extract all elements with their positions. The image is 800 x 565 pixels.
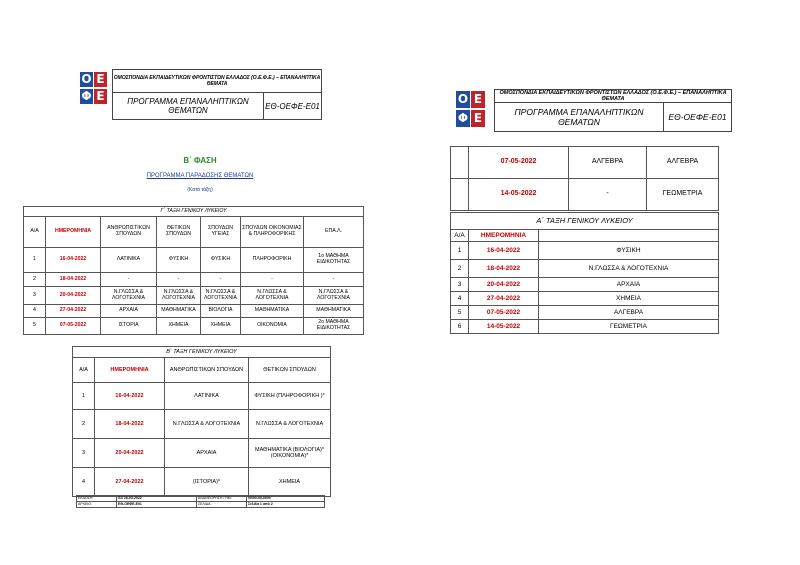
table-row [451,260,719,278]
table-cell: ΑΡΧΑΙΑ [165,439,249,468]
footer-label: ΣΕΛΙΔΑ: [197,502,247,508]
table-row [73,468,331,497]
table-cell: 27-04-2022 [46,305,101,318]
table-cell: ΜΑΘΗΜΑΤΙΚΑ [241,305,304,318]
alpha-class-table [450,212,719,334]
table-cell: ΧΗΜΕΙΑ [201,318,241,335]
beta-class-table-continued [450,146,719,211]
col-header: ΘΕΤΙΚΩΝ ΣΠΟΥΔΩΝ [249,358,331,383]
table-cell: Ν.ΓΛΩΣΣΑ & ΛΟΓΟΤΕΧΝΙΑ [157,287,201,305]
program-subtitle: ΠΡΟΓΡΑΜΜΑ ΠΑΡΑΔΟΣΗΣ ΘΕΜΑΤΩΝ [146,173,254,179]
table-cell: 1 [451,242,469,260]
table-cell [451,147,469,179]
alpha-table-title: Α΄ ΤΑΞΗ ΓΕΝΙΚΟΥ ΛΥΚΕΙΟΥ [451,213,719,230]
table-cell: ΜΑΘΗΜΑΤΙΚΑ [304,305,364,318]
table-cell: 5 [451,306,469,320]
table-cell: 20-04-2022 [469,278,539,292]
footer-value: Σελίδα 1 από 2 [247,502,325,508]
table-cell: 18-04-2022 [46,273,101,287]
table-cell: - [569,179,647,211]
table-cell: Ν.ΓΛΩΣΣΑ & ΛΟΓΟΤΕΧΝΙΑ [539,260,719,278]
table-cell: Ν.ΓΛΩΣΣΑ & ΛΟΓΟΤΕΧΝΙΑ [304,287,364,305]
oefe-logo [456,89,486,129]
oefe-logo [80,69,106,109]
col-header [539,230,719,242]
table-cell: 16-04-2022 [469,242,539,260]
table-row [73,439,331,468]
table-cell: 5 [24,318,46,335]
table-cell: 07-05-2022 [469,306,539,320]
table-cell: ΑΡΧΑΙΑ [539,278,719,292]
table-cell: ΑΛΓΕΒΡΑ [539,306,719,320]
table-row [24,273,364,287]
table-cell: ΒΙΟΛΟΓΙΑ [201,305,241,318]
table-cell: ΓΕΩΜΕΤΡΙΑ [647,179,719,211]
footer-value: ΕΘ-ΟΕΦΕ-Ε01 [117,502,197,508]
program-title: ΠΡΟΓΡΑΜΜΑ ΕΠΑΝΑΛΗΠΤΙΚΩΝ ΘΕΜΑΤΩΝ [113,93,264,120]
table-row [24,248,364,273]
table-cell: 2 [73,410,95,439]
table-row [73,383,331,410]
table-cell: 27-04-2022 [95,468,165,497]
table-cell: ΙΣΤΟΡΙΑ [101,318,157,335]
table-cell: 2 [451,260,469,278]
table-cell: 14-05-2022 [469,179,569,211]
table-cell: ΜΑΘΗΜΑΤΙΚΑ [157,305,201,318]
table-cell: 18-04-2022 [469,260,539,278]
table-cell: 1 [24,248,46,273]
table-cell: 4 [73,468,95,497]
gamma-class-table [23,206,364,335]
col-header: ΘΕΤΙΚΩΝ ΣΠΟΥΔΩΝ [157,217,201,248]
table-cell: - [304,273,364,287]
table-cell: ΦΥΣΙΚΗ [157,248,201,273]
table-cell: Ν.ΓΛΩΣΣΑ & ΛΟΓΟΤΕΧΝΙΑ [165,410,249,439]
table-cell: 4 [451,292,469,306]
col-header: ΕΠΑ.Λ. [304,217,364,248]
table-cell: ΟΙΚΟΝΟΜΙΑ [241,318,304,335]
program-title: ΠΡΟΓΡΑΜΜΑ ΕΠΑΝΑΛΗΠΤΙΚΩΝ ΘΕΜΑΤΩΝ [495,103,664,132]
table-cell: ΓΕΩΜΕΤΡΙΑ [539,320,719,334]
table-row [451,147,719,179]
col-header: ΣΠΟΥΔΩΝ ΟΙΚΟΝΟΜΙΑΣ & ΠΛΗΡΟΦΟΡΙΚΗΣ [241,217,304,248]
table-cell: - [101,273,157,287]
table-cell: ΠΛΗΡΟΦΟΡΙΚΗ [241,248,304,273]
col-header: Α/Α [451,230,469,242]
table-cell: Ν.ΓΛΩΣΣΑ & ΛΟΓΟΤΕΧΝΙΑ [201,287,241,305]
table-row [451,320,719,334]
col-header: ΑΝΘΡΩΠΙΣΤΙΚΩΝ ΣΠΟΥΔΩΝ [101,217,157,248]
document-footer [76,495,325,508]
table-cell: 18-04-2022 [95,410,165,439]
table-cell: 16-04-2022 [95,383,165,410]
beta-class-table [72,346,331,497]
table-row [24,287,364,305]
table-cell: 16-04-2022 [46,248,101,273]
col-header: ΗΜΕΡΟΜΗΝΙΑ [95,358,165,383]
footer-value: 01/ 16-03-2022 [117,496,197,502]
table-cell: ΧΗΜΕΙΑ [539,292,719,306]
table-cell: 27-04-2022 [469,292,539,306]
table-cell: ΑΡΧΑΙΑ [101,305,157,318]
table-row [451,306,719,320]
col-header: Α/Α [24,217,46,248]
table-cell: ΛΑΤΙΝΙΚΑ [101,248,157,273]
gamma-table-title: Γ΄ ΤΑΞΗ ΓΕΝΙΚΟΥ ΛΥΚΕΙΟΥ [24,207,364,217]
table-cell: 1 [73,383,95,410]
document-header [112,69,322,120]
table-cell: ΧΗΜΕΙΑ [157,318,201,335]
org-name: ΟΜΟΣΠΟΝΔΙΑ ΕΚΠΑΙΔΕΥΤΙΚΩΝ ΦΡΟΝΤΙΣΤΩΝ ΕΛΛΑΔΟΣ (Ο.Ε.Φ.Ε.) – ΕΠΑΝΑΛΗΠΤΙΚΑ ΘΕΜΑΤΑ [113,70,322,93]
table-row [451,242,719,260]
by-class-note: (Κατά τάξη) [187,187,213,193]
table-cell: - [157,273,201,287]
logo-letter: Φ [457,111,469,125]
col-header: ΣΠΟΥΔΩΝ ΥΓΕΙΑΣ [201,217,241,248]
table-cell: ΦΥΣΙΚΗ (ΠΛΗΡΟΦΟΡΙΚΗ )* [249,383,331,410]
table-cell: 20-04-2022 [46,287,101,305]
doc-code: ΕΘ-ΟΕΦΕ-Ε01 [264,93,322,120]
table-row [451,292,719,306]
table-cell: ΛΑΤΙΝΙΚΑ [165,383,249,410]
logo-letter: Ε [471,110,485,127]
table-cell: 6 [451,320,469,334]
org-name: ΟΜΟΣΠΟΝΔΙΑ ΕΚΠΑΙΔΕΥΤΙΚΩΝ ΦΡΟΝΤΙΣΤΩΝ ΕΛΛΑΔΟΣ (Ο.Ε.Φ.Ε.) – ΕΠΑΝΑΛΗΠΤΙΚΑ ΘΕΜΑΤΑ [495,90,732,103]
table-cell: ΜΑΘΗΜΑΤΙΚΑ (ΒΙΟΛΟΓΙΑ)* (ΟΙΚΟΝΟΜΙΑ)* [249,439,331,468]
right-page [400,0,800,565]
table-cell: Ν.ΓΛΩΣΣΑ & ΛΟΓΟΤΕΧΝΙΑ [101,287,157,305]
table-cell: 3 [451,278,469,292]
table-row [451,278,719,292]
table-row [24,305,364,318]
logo-letter: Φ [81,89,92,103]
table-cell: (ΙΣΤΟΡΙΑ)* [165,468,249,497]
table-cell: 2 [24,273,46,287]
phase-title: Β΄ ΦΑΣΗ [183,156,217,165]
table-cell: ΦΥΣΙΚΗ [539,242,719,260]
col-header: ΗΜΕΡΟΜΗΝΙΑ [46,217,101,248]
table-cell: 3 [24,287,46,305]
document-header [494,89,732,132]
table-cell [451,179,469,211]
table-cell: 20-04-2022 [95,439,165,468]
footer-label: ΑΡΧΕΙΟ: [77,502,117,508]
col-header: ΑΝΘΡΩΠΙΣΤΙΚΩΝ ΣΠΟΥΔΩΝ [165,358,249,383]
doc-code: ΕΘ-ΟΕΦΕ-Ε01 [664,103,732,132]
table-cell: 14-05-2022 [469,320,539,334]
table-row [451,179,719,211]
table-cell: 07-05-2022 [469,147,569,179]
logo-letter: Ε [471,91,485,108]
table-cell: 2ο ΜΑΘΗΜΑ ΕΙΔΙΚΟΤΗΤΑΣ [304,318,364,335]
table-cell: - [201,273,241,287]
logo-letter: Ο [457,92,469,106]
table-cell: 4 [24,305,46,318]
logo-letter: Ε [94,72,107,87]
table-cell: 1ο ΜΑΘΗΜΑ ΕΙΔΙΚΟΤΗΤΑΣ [304,248,364,273]
logo-letter: Ε [94,89,107,104]
footer-label: ΑΝΑΘΕΩΡΗΣΗ / ΗΜ: [197,496,247,502]
beta-table-title: Β΄ ΤΑΞΗ ΓΕΝΙΚΟΥ ΛΥΚΕΙΟΥ [73,347,331,358]
table-cell: ΑΛΓΕΒΡΑ [569,147,647,179]
table-cell: 07-05-2022 [46,318,101,335]
table-row [24,318,364,335]
col-header: Α/Α [73,358,95,383]
footer-label: ΕΚΔΟΣΗ: [77,496,117,502]
table-cell: 3 [73,439,95,468]
logo-letter: Ο [81,72,92,86]
table-row [73,410,331,439]
table-cell: - [241,273,304,287]
table-cell: Ν.ΓΛΩΣΣΑ & ΛΟΓΟΤΕΧΝΙΑ [241,287,304,305]
table-cell: ΑΛΓΕΒΡΑ [647,147,719,179]
table-cell: ΧΗΜΕΙΑ [249,468,331,497]
col-header: ΗΜΕΡΟΜΗΝΙΑ [469,230,539,242]
table-cell: ΦΥΣΙΚΗ [201,248,241,273]
footer-value: 00/00-00-0000 [247,496,325,502]
table-cell: Ν.ΓΛΩΣΣΑ & ΛΟΓΟΤΕΧΝΙΑ [249,410,331,439]
